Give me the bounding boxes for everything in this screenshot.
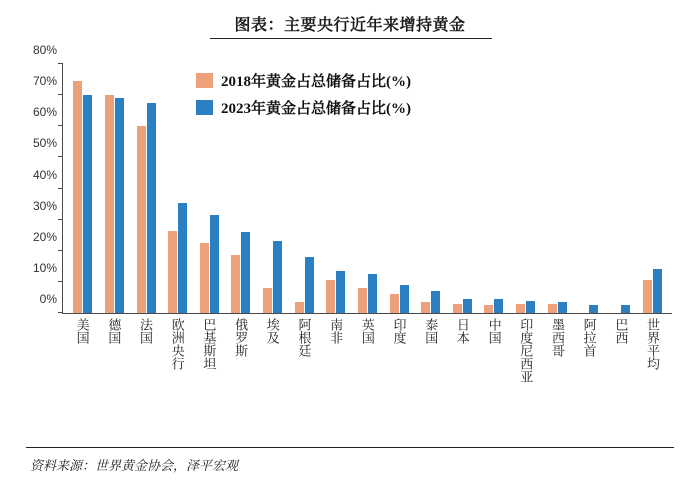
bar-group xyxy=(541,64,573,313)
x-axis-label: 俄罗斯 xyxy=(233,318,249,357)
y-axis-tick-label: 30% xyxy=(32,198,57,213)
bar xyxy=(241,232,250,313)
x-axis-label: 日本 xyxy=(454,318,470,344)
bar xyxy=(589,305,598,313)
legend-label-2023: 2023年黄金占总储备占比(%) xyxy=(221,101,411,117)
bar xyxy=(643,280,652,313)
bar xyxy=(653,269,662,313)
bar xyxy=(421,302,430,313)
y-axis-tick-label: 80% xyxy=(32,43,57,57)
bar xyxy=(273,241,282,313)
bar xyxy=(516,304,525,313)
bar xyxy=(558,302,567,313)
bar xyxy=(200,243,209,313)
source-note: 资料来源：世界黄金协会，泽平宏观 xyxy=(30,458,239,473)
bar xyxy=(358,288,367,313)
bar xyxy=(295,302,304,313)
y-axis-tick-mark xyxy=(58,312,63,313)
chart-legend xyxy=(196,70,411,118)
x-axis-label: 印度尼西亚 xyxy=(518,318,534,383)
legend-label-2018: 2018年黄金占总储备占比(%) xyxy=(221,74,411,90)
y-axis-tick-label: 10% xyxy=(32,260,57,275)
bar xyxy=(390,294,399,313)
x-axis-label: 中国 xyxy=(486,318,502,344)
x-axis-label: 南非 xyxy=(328,318,344,344)
y-axis-tick-label: 50% xyxy=(32,136,57,151)
bar xyxy=(453,304,462,313)
y-axis-tick-mark xyxy=(58,63,63,64)
bar xyxy=(210,215,219,313)
bar-group xyxy=(99,64,131,313)
bar xyxy=(326,280,335,313)
x-axis-label: 埃及 xyxy=(264,318,280,344)
bar-group xyxy=(162,64,194,313)
y-axis-tick-label: 70% xyxy=(32,74,57,89)
y-axis-tick-label: 60% xyxy=(32,105,57,120)
page-title: 图表：主要央行近年来增持黄金 xyxy=(234,17,466,34)
y-axis-tick-label: 0% xyxy=(39,292,57,306)
y-axis-tick-mark xyxy=(58,125,63,126)
footer-divider xyxy=(26,447,674,448)
title-divider xyxy=(210,38,492,39)
y-axis-tick-mark xyxy=(58,188,63,189)
bar xyxy=(147,103,156,313)
x-axis-label: 美国 xyxy=(74,318,90,344)
x-axis-label: 印度 xyxy=(391,318,407,344)
x-axis-label: 泰国 xyxy=(423,318,439,344)
bar xyxy=(105,95,114,313)
bar xyxy=(621,305,630,313)
bar xyxy=(305,257,314,313)
bar xyxy=(231,255,240,313)
y-axis-tick-mark xyxy=(58,281,63,282)
bar-group xyxy=(130,64,162,313)
x-axis-label: 墨西哥 xyxy=(549,318,565,357)
y-axis-tick-label: 40% xyxy=(32,167,57,182)
y-axis-tick-mark xyxy=(58,219,63,220)
bar-group xyxy=(510,64,542,313)
legend-item-2018 xyxy=(196,70,411,91)
legend-item-2023 xyxy=(196,97,411,118)
x-axis-label: 世界平均 xyxy=(645,318,661,370)
bar-group xyxy=(415,64,447,313)
x-axis-label: 阿拉首 xyxy=(581,318,597,357)
bar xyxy=(526,301,535,313)
y-axis-tick-label: 20% xyxy=(32,229,57,244)
bar xyxy=(484,305,493,313)
x-axis-label: 英国 xyxy=(359,318,375,344)
bar xyxy=(178,203,187,313)
bar xyxy=(115,98,124,313)
bar xyxy=(494,299,503,313)
bar-group xyxy=(447,64,479,313)
bar-group xyxy=(67,64,99,313)
y-axis-tick-mark xyxy=(58,94,63,95)
bar xyxy=(73,81,82,313)
x-axis-label: 法国 xyxy=(138,318,154,344)
x-axis-labels xyxy=(62,318,672,428)
bar xyxy=(336,271,345,313)
bar xyxy=(400,285,409,313)
bar xyxy=(463,299,472,313)
y-axis-tick-mark xyxy=(58,156,63,157)
bar-group xyxy=(573,64,605,313)
bar xyxy=(83,95,92,313)
bar-group xyxy=(636,64,668,313)
x-axis-label: 巴基斯坦 xyxy=(201,318,217,370)
x-axis-label: 巴西 xyxy=(613,318,629,344)
y-axis-tick-mark xyxy=(58,250,63,251)
bar xyxy=(368,274,377,313)
x-axis-label: 阿根廷 xyxy=(296,318,312,357)
bar xyxy=(431,291,440,313)
bar xyxy=(168,231,177,313)
legend-swatch-2018 xyxy=(196,73,213,88)
bar-group xyxy=(605,64,637,313)
bar xyxy=(263,288,272,313)
x-axis-label: 德国 xyxy=(106,318,122,344)
x-axis-label: 欧洲央行 xyxy=(169,318,185,370)
legend-swatch-2023 xyxy=(196,100,213,115)
bar xyxy=(548,304,557,313)
bar xyxy=(137,126,146,313)
bar-group xyxy=(478,64,510,313)
